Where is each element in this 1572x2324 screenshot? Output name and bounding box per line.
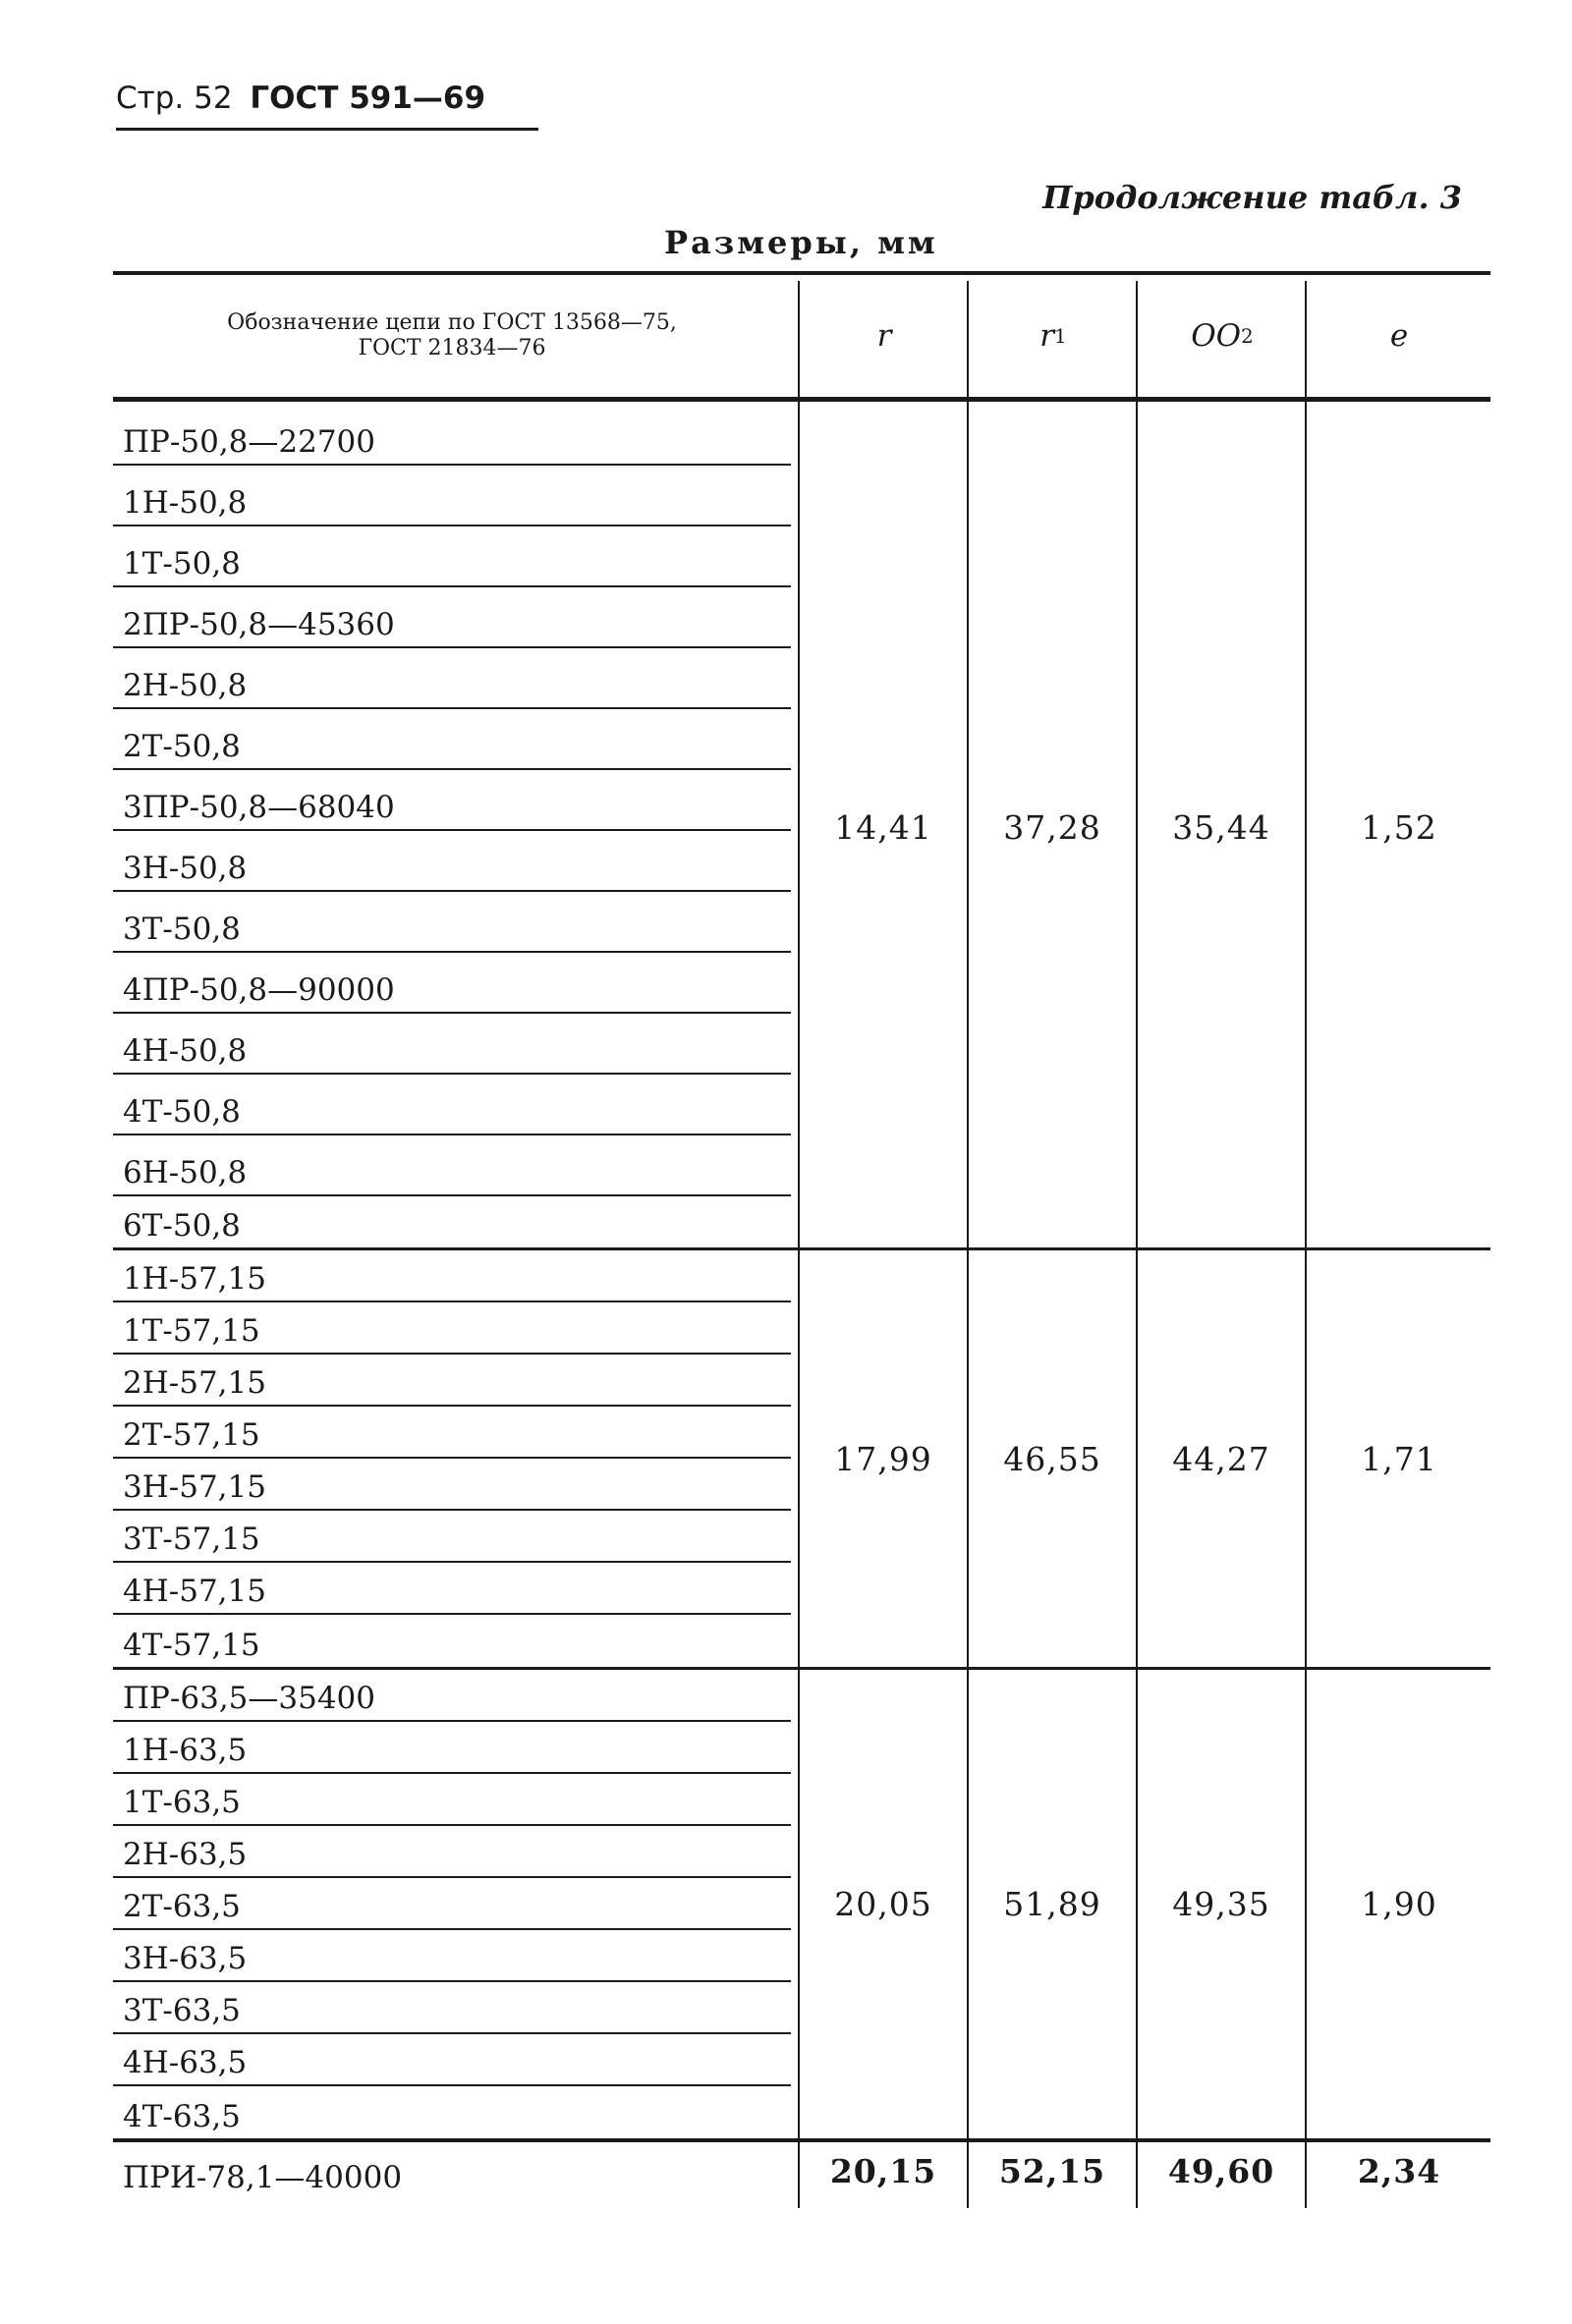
standard-title: ГОСТ 591—69 bbox=[250, 81, 486, 116]
table-row: 6Н-50,8 bbox=[113, 1135, 791, 1196]
table-continuation-note: Продолжение табл. 3 bbox=[1042, 179, 1462, 216]
page-header bbox=[116, 81, 485, 116]
table-row: 4Т-63,5 bbox=[123, 2099, 241, 2134]
value-r: 20,15 bbox=[829, 2151, 937, 2190]
table-row: 1Т-63,5 bbox=[113, 1774, 791, 1826]
table-row: 1Т-50,8 bbox=[113, 526, 791, 587]
table-row: 1Т-57,15 bbox=[113, 1302, 791, 1355]
table-row: 4Н-57,15 bbox=[113, 1563, 791, 1615]
dimensions-table bbox=[113, 271, 1490, 2201]
page-number: Стр. 52 bbox=[116, 81, 233, 116]
table-row: 2Т-57,15 bbox=[113, 1407, 791, 1459]
value-e: 1,71 bbox=[1361, 1439, 1437, 1478]
table-row: 3Н-63,5 bbox=[113, 1930, 791, 1982]
value-oo2: 49,60 bbox=[1167, 2151, 1275, 2190]
column-divider bbox=[798, 281, 800, 2208]
table-row: 2Н-63,5 bbox=[113, 1826, 791, 1878]
header-r1: r 1 bbox=[1039, 318, 1067, 354]
header-rule bbox=[116, 128, 538, 131]
table-row: 2Н-57,15 bbox=[113, 1355, 791, 1407]
table-row: ПРИ-78,1—40000 bbox=[123, 2160, 403, 2195]
table-row: 1Н-50,8 bbox=[113, 466, 791, 526]
column-divider bbox=[1136, 281, 1138, 2208]
table-row: 4Т-57,15 bbox=[123, 1628, 260, 1663]
value-r1: 51,89 bbox=[1003, 1885, 1101, 1923]
table-row: 4Н-50,8 bbox=[113, 1014, 791, 1075]
value-e: 1,52 bbox=[1361, 807, 1437, 847]
value-e: 1,90 bbox=[1361, 1885, 1437, 1923]
table-units-caption: Размеры, мм bbox=[664, 224, 938, 261]
value-r1: 37,28 bbox=[1003, 807, 1101, 847]
table-row: 6Т-50,8 bbox=[123, 1208, 241, 1244]
column-divider bbox=[967, 281, 969, 2208]
table-row: 4ПР-50,8—90000 bbox=[113, 953, 791, 1014]
value-r: 17,99 bbox=[834, 1439, 932, 1478]
table-row: 2ПР-50,8—45360 bbox=[113, 587, 791, 648]
table-row: 3Т-50,8 bbox=[113, 892, 791, 953]
table-row: 1Н-57,15 bbox=[113, 1250, 791, 1302]
table-row: 2Н-50,8 bbox=[113, 648, 791, 709]
value-oo2: 49,35 bbox=[1172, 1885, 1270, 1923]
header-oo2: OO 2 bbox=[1191, 318, 1254, 354]
value-r1: 52,15 bbox=[998, 2151, 1106, 2190]
header-r: r bbox=[876, 318, 892, 354]
column-divider bbox=[1305, 281, 1307, 2208]
value-r: 14,41 bbox=[834, 807, 932, 847]
table-row: 3Т-57,15 bbox=[113, 1511, 791, 1563]
value-r1: 46,55 bbox=[1003, 1439, 1101, 1478]
header-e: e bbox=[1389, 318, 1409, 354]
table-row: 2Т-63,5 bbox=[113, 1878, 791, 1930]
table-row: 3ПР-50,8—68040 bbox=[113, 770, 791, 831]
table-row: 4Н-63,5 bbox=[113, 2034, 791, 2086]
value-r: 20,05 bbox=[834, 1885, 932, 1923]
value-e: 2,34 bbox=[1357, 2151, 1441, 2190]
table-row: 4Т-50,8 bbox=[113, 1075, 791, 1135]
table-row: 3Н-50,8 bbox=[113, 831, 791, 892]
value-oo2: 35,44 bbox=[1172, 807, 1270, 847]
table-row: ПР-50,8—22700 bbox=[113, 407, 791, 466]
header-bottom-rule bbox=[113, 397, 1490, 402]
header-designation: Обозначение цепи по ГОСТ 13568—75, ГОСТ 21834—76 bbox=[227, 309, 677, 360]
table-row: 2Т-50,8 bbox=[113, 709, 791, 770]
value-oo2: 44,27 bbox=[1172, 1439, 1270, 1478]
table-row: 3Н-57,15 bbox=[113, 1459, 791, 1511]
table-row: 1Н-63,5 bbox=[113, 1722, 791, 1774]
table-row: 3Т-63,5 bbox=[113, 1982, 791, 2034]
table-row: ПР-63,5—35400 bbox=[113, 1670, 791, 1722]
